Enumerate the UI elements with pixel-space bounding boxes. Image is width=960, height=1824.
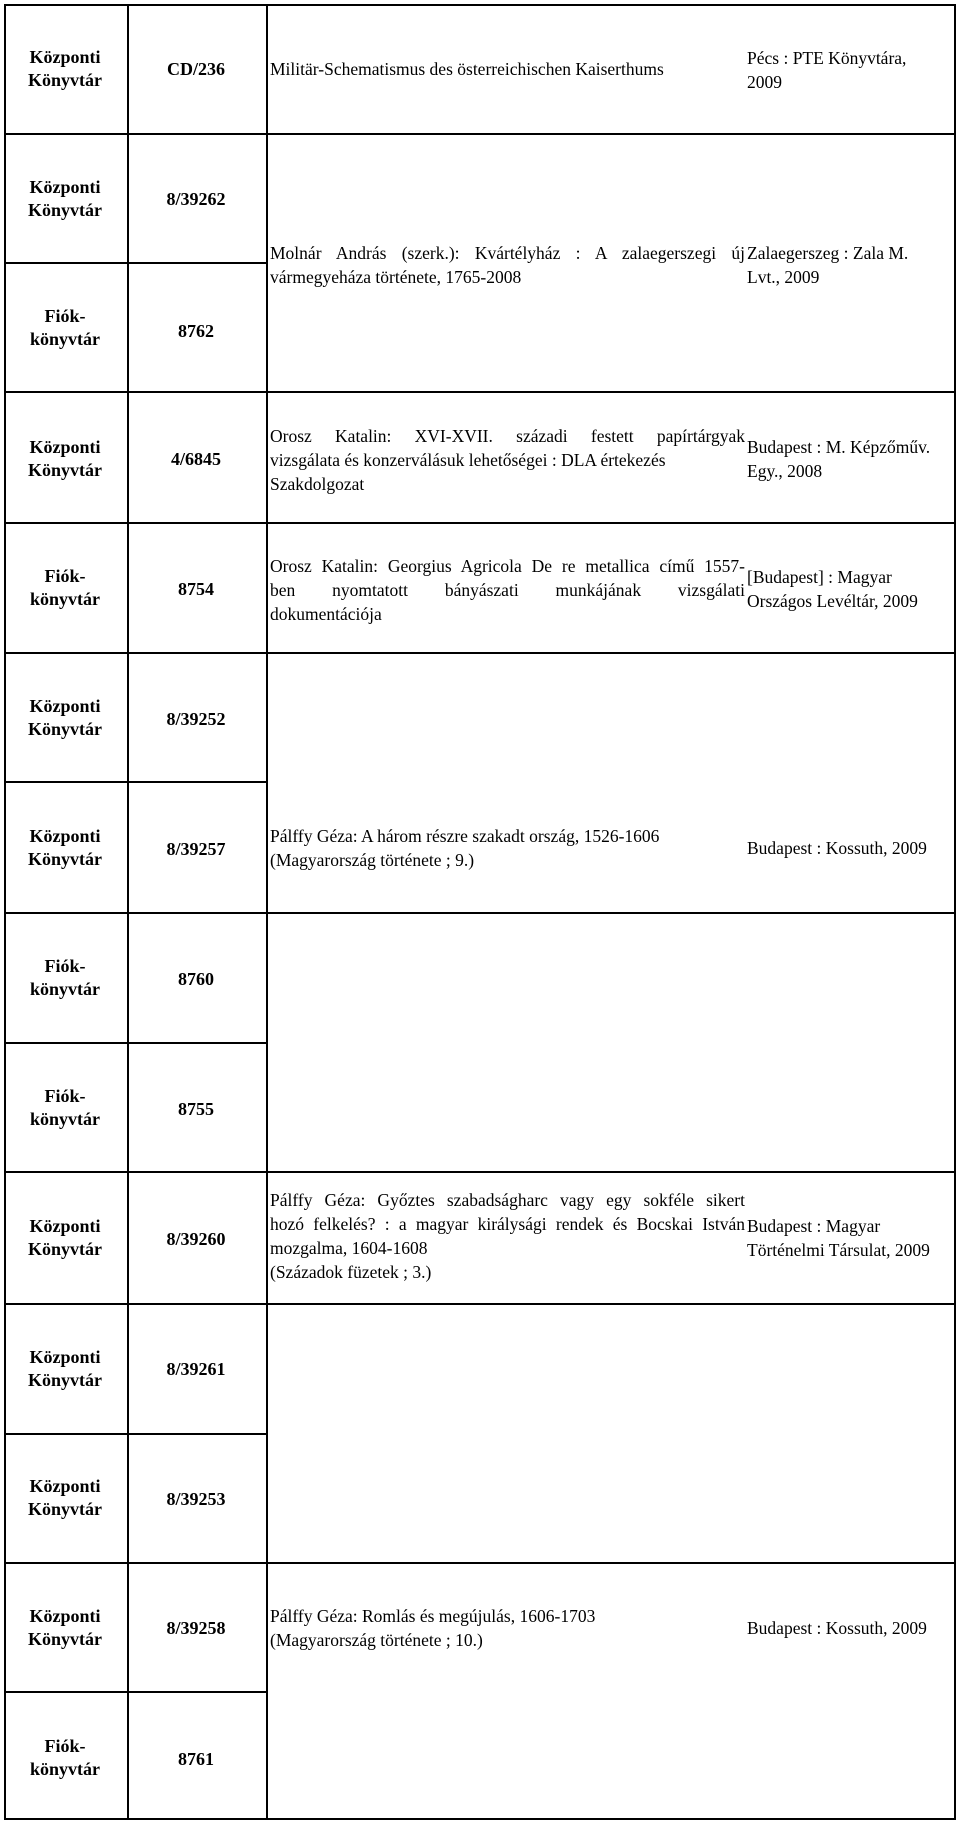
location-cell: Központi Könyvtár bbox=[28, 177, 102, 220]
border-top bbox=[4, 4, 956, 6]
location-cell: Központi Könyvtár bbox=[28, 47, 102, 90]
title-cell: Pálffy Géza: Győztes szabadságharc vagy egy sokféle sikert hozó felkelés? : a magyar királysági rendek és Bocskai István mozgalma, 1604-1608 (Századok füzetek ; 3.) bbox=[270, 1190, 745, 1282]
title-cell: Orosz Katalin: XVI-XVII. századi festett papírtárgyak vizsgálata és konzerválásuk lehetőségei : DLA értekezés Szakdolgozat bbox=[270, 426, 745, 494]
signature-cell: 8760 bbox=[178, 969, 214, 989]
signature-cell: 8/39257 bbox=[166, 839, 226, 859]
location-cell: Központi Könyvtár bbox=[28, 437, 102, 480]
signature-cell: 8762 bbox=[178, 321, 214, 341]
title-cell: Pálffy Géza: A három részre szakadt ország, 1526-1606 (Magyarország története ; 9.) bbox=[270, 826, 660, 870]
signature-cell: CD/236 bbox=[167, 59, 225, 79]
row-divider bbox=[4, 1691, 268, 1693]
location-cell: Fiók- könyvtár bbox=[29, 306, 100, 349]
row-divider bbox=[4, 652, 956, 654]
row-divider bbox=[4, 1303, 956, 1305]
row-divider bbox=[4, 1171, 956, 1173]
location-cell: Fiók- könyvtár bbox=[29, 1086, 100, 1129]
publisher-cell: Budapest : Kossuth, 2009 bbox=[747, 1618, 927, 1638]
location-cell: Központi Könyvtár bbox=[28, 826, 102, 869]
title-cell: Molnár András (szerk.): Kvártélyház : A zalaegerszegi új vármegyeháza története, 1765-2008 bbox=[270, 243, 745, 287]
location-cell: Központi Könyvtár bbox=[28, 1216, 102, 1259]
location-cell: Központi Könyvtár bbox=[28, 696, 102, 739]
row-divider bbox=[4, 912, 956, 914]
signature-cell: 8761 bbox=[178, 1749, 214, 1769]
row-divider bbox=[4, 262, 268, 264]
title-cell: Militär-Schematismus des österreichischen Kaiserthums bbox=[270, 59, 664, 79]
signature-cell: 8755 bbox=[178, 1099, 214, 1119]
row-divider bbox=[4, 781, 268, 783]
signature-cell: 8/39262 bbox=[166, 189, 226, 209]
publisher-cell: [Budapest] : Magyar Országos Levéltár, 2009 bbox=[747, 567, 918, 611]
row-divider bbox=[4, 522, 956, 524]
signature-cell: 8754 bbox=[178, 579, 214, 599]
location-cell: Központi Könyvtár bbox=[28, 1347, 102, 1390]
row-divider bbox=[4, 391, 956, 393]
publisher-cell: Zalaegerszeg : Zala M. Lvt., 2009 bbox=[747, 243, 909, 287]
publisher-cell: Budapest : Magyar Történelmi Társulat, 2009 bbox=[747, 1216, 930, 1260]
publisher-cell: Budapest : M. Képzőműv. Egy., 2008 bbox=[747, 437, 931, 481]
location-cell: Fiók- könyvtár bbox=[29, 956, 100, 999]
row-divider bbox=[4, 1433, 268, 1435]
signature-cell: 4/6845 bbox=[170, 449, 221, 469]
signature-cell: 8/39260 bbox=[166, 1229, 226, 1249]
row-divider bbox=[4, 1042, 268, 1044]
location-cell: Központi Könyvtár bbox=[28, 1606, 102, 1649]
title-cell: Pálffy Géza: Romlás és megújulás, 1606-1703 (Magyarország története ; 10.) bbox=[270, 1606, 596, 1650]
row-divider bbox=[4, 1562, 956, 1564]
location-cell: Központi Könyvtár bbox=[28, 1476, 102, 1519]
publisher-cell: Pécs : PTE Könyvtára, 2009 bbox=[747, 48, 907, 92]
signature-cell: 8/39252 bbox=[166, 709, 226, 729]
signature-cell: 8/39258 bbox=[166, 1618, 226, 1638]
signature-cell: 8/39253 bbox=[166, 1489, 226, 1509]
location-cell: Fiók- könyvtár bbox=[29, 1736, 100, 1779]
border-bottom bbox=[4, 1818, 956, 1820]
signature-cell: 8/39261 bbox=[166, 1359, 226, 1379]
title-cell: Orosz Katalin: Georgius Agricola De re metallica című 1557- ben nyomtatott bányászati munkájának vizsgálati dokumentációja bbox=[270, 556, 745, 624]
row-divider bbox=[4, 133, 956, 135]
location-cell: Fiók- könyvtár bbox=[29, 566, 100, 609]
publisher-cell: Budapest : Kossuth, 2009 bbox=[747, 838, 927, 858]
